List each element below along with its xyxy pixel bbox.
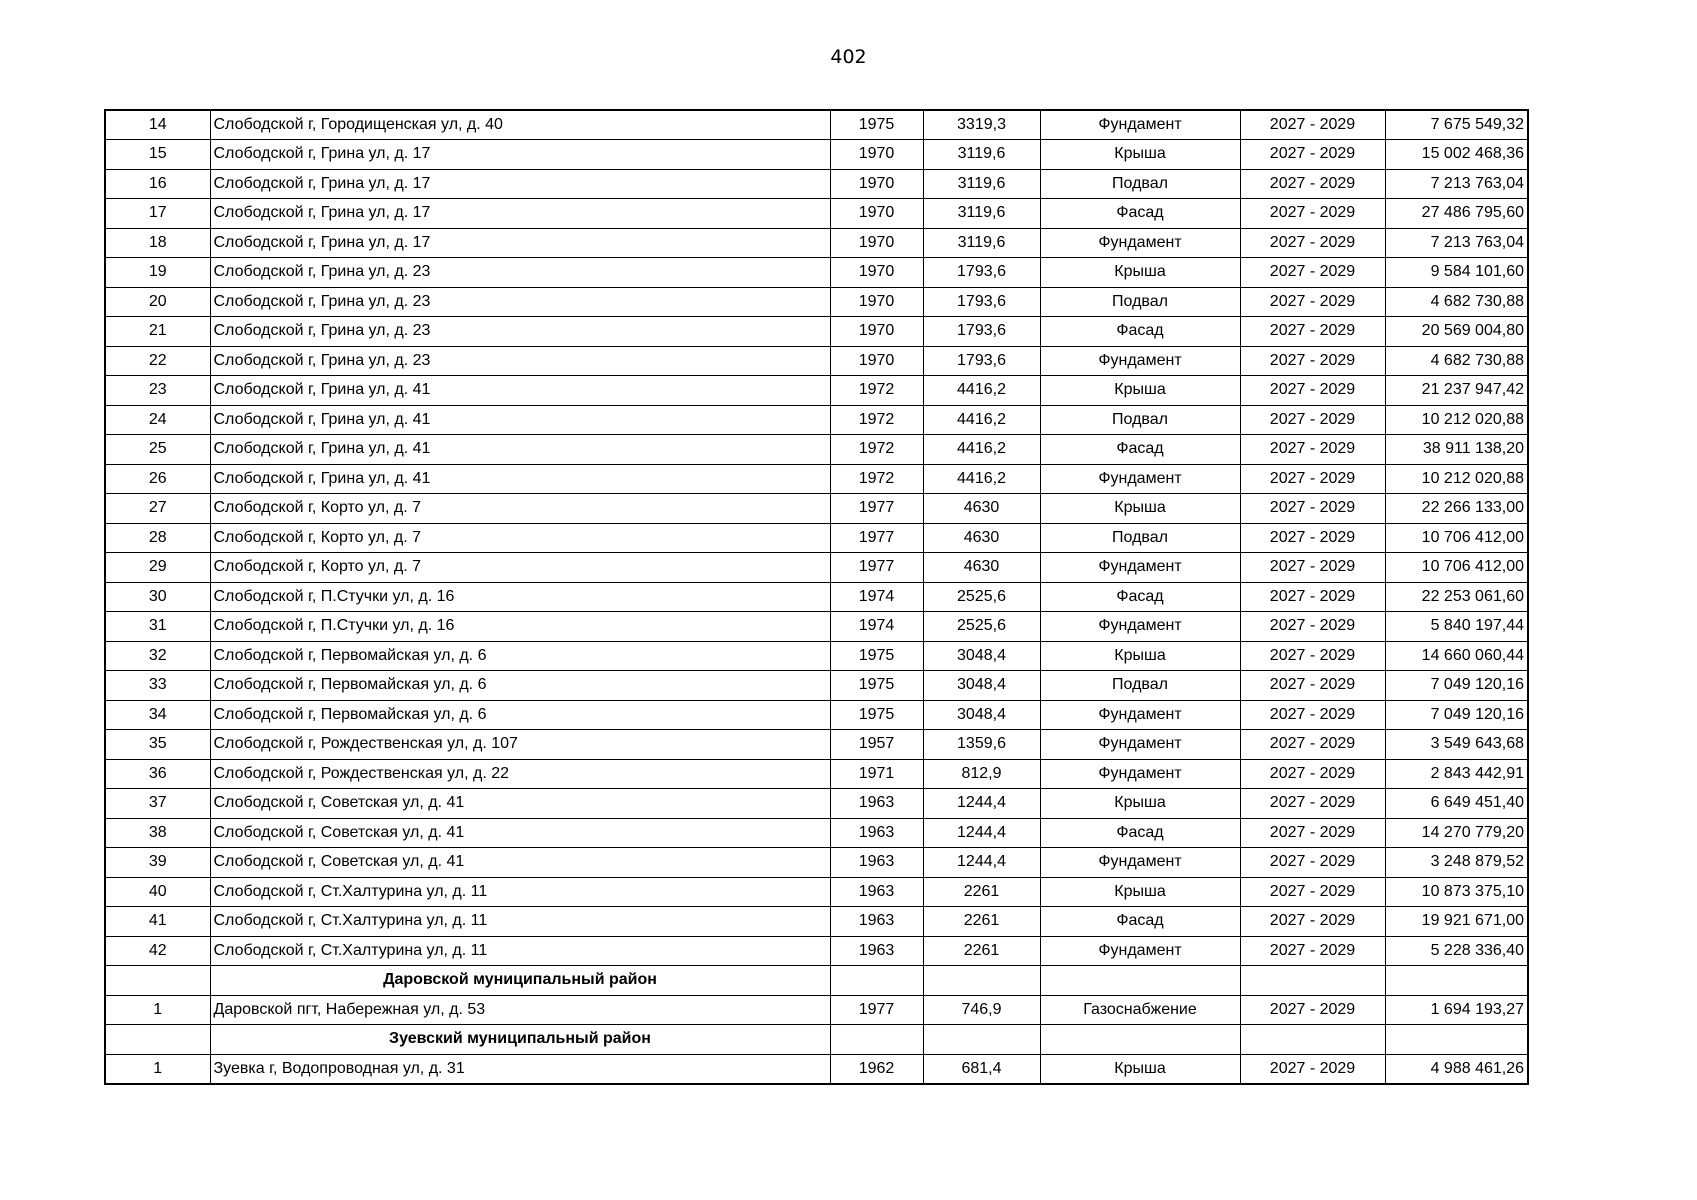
- table-row: [105, 258, 1528, 288]
- work-type-cell: Фасад: [1040, 907, 1240, 937]
- address-cell: Слободской г, Первомайская ул, д. 6: [210, 700, 830, 730]
- year-built-cell: 1963: [830, 789, 923, 819]
- area-cell: 1359,6: [923, 730, 1040, 760]
- table-row: [105, 523, 1528, 553]
- work-type-cell: Фундамент: [1040, 228, 1240, 258]
- table-row: [105, 140, 1528, 170]
- work-type-cell: Фасад: [1040, 582, 1240, 612]
- area-cell: 2525,6: [923, 612, 1040, 642]
- address-cell: Слободской г, Рождественская ул, д. 107: [210, 730, 830, 760]
- table-row: [105, 671, 1528, 701]
- work-type-cell: Крыша: [1040, 258, 1240, 288]
- section-title: Зуевский муниципальный район: [210, 1025, 830, 1055]
- cost-cell: 14 660 060,44: [1385, 641, 1528, 671]
- work-type-cell: Фундамент: [1040, 848, 1240, 878]
- row-number: 23: [105, 376, 210, 406]
- work-type-cell: Подвал: [1040, 405, 1240, 435]
- row-number: 27: [105, 494, 210, 524]
- period-cell: 2027 - 2029: [1240, 346, 1385, 376]
- period-cell: 2027 - 2029: [1240, 199, 1385, 229]
- year-built-cell: 1963: [830, 907, 923, 937]
- work-type-cell: Фасад: [1040, 317, 1240, 347]
- table-row: [105, 405, 1528, 435]
- year-built-cell: 1974: [830, 582, 923, 612]
- period-cell: 2027 - 2029: [1240, 818, 1385, 848]
- work-type-cell: Крыша: [1040, 140, 1240, 170]
- year-built-cell: 1974: [830, 612, 923, 642]
- area-cell: 1793,6: [923, 346, 1040, 376]
- cost-cell: 7 213 763,04: [1385, 169, 1528, 199]
- work-type-cell: Фундамент: [1040, 612, 1240, 642]
- period-cell: 2027 - 2029: [1240, 612, 1385, 642]
- row-number: 1: [105, 1054, 210, 1084]
- period-cell: 2027 - 2029: [1240, 464, 1385, 494]
- address-cell: Слободской г, Первомайская ул, д. 6: [210, 671, 830, 701]
- work-type-cell: Фундамент: [1040, 346, 1240, 376]
- table-row: [105, 641, 1528, 671]
- work-type-cell: Газоснабжение: [1040, 995, 1240, 1025]
- period-cell: 2027 - 2029: [1240, 877, 1385, 907]
- year-built-cell: 1975: [830, 110, 923, 140]
- row-number: 21: [105, 317, 210, 347]
- table-row: [105, 1054, 1528, 1084]
- year-built-cell: 1963: [830, 848, 923, 878]
- cost-cell: 22 253 061,60: [1385, 582, 1528, 612]
- address-cell: Слободской г, Советская ул, д. 41: [210, 789, 830, 819]
- address-cell: Слободской г, Советская ул, д. 41: [210, 848, 830, 878]
- area-cell: 3319,3: [923, 110, 1040, 140]
- address-cell: Слободской г, Ст.Халтурина ул, д. 11: [210, 907, 830, 937]
- area-cell: 4416,2: [923, 405, 1040, 435]
- table-row: [105, 877, 1528, 907]
- work-type-cell: Фундамент: [1040, 936, 1240, 966]
- empty-cell: [1040, 966, 1240, 996]
- period-cell: 2027 - 2029: [1240, 317, 1385, 347]
- address-cell: Слободской г, Корто ул, д. 7: [210, 553, 830, 583]
- area-cell: 3048,4: [923, 671, 1040, 701]
- address-cell: Даровской пгт, Набережная ул, д. 53: [210, 995, 830, 1025]
- area-cell: 1244,4: [923, 848, 1040, 878]
- area-cell: 4416,2: [923, 435, 1040, 465]
- cost-cell: 10 706 412,00: [1385, 553, 1528, 583]
- area-cell: 1793,6: [923, 317, 1040, 347]
- year-built-cell: 1977: [830, 553, 923, 583]
- table-row: [105, 818, 1528, 848]
- address-cell: Слободской г, Грина ул, д. 17: [210, 140, 830, 170]
- address-cell: Слободской г, Грина ул, д. 23: [210, 317, 830, 347]
- year-built-cell: 1970: [830, 169, 923, 199]
- area-cell: 4416,2: [923, 464, 1040, 494]
- table-row: [105, 730, 1528, 760]
- address-cell: Слободской г, Первомайская ул, д. 6: [210, 641, 830, 671]
- year-built-cell: 1970: [830, 258, 923, 288]
- row-number: 34: [105, 700, 210, 730]
- row-number: 41: [105, 907, 210, 937]
- table-row: [105, 346, 1528, 376]
- cost-cell: 10 212 020,88: [1385, 464, 1528, 494]
- cost-cell: 14 270 779,20: [1385, 818, 1528, 848]
- cost-cell: 9 584 101,60: [1385, 258, 1528, 288]
- cost-cell: 4 988 461,26: [1385, 1054, 1528, 1084]
- year-built-cell: 1963: [830, 936, 923, 966]
- address-cell: Слободской г, Грина ул, д. 41: [210, 464, 830, 494]
- table-row: [105, 494, 1528, 524]
- area-cell: 4630: [923, 553, 1040, 583]
- area-cell: 812,9: [923, 759, 1040, 789]
- empty-cell: [1040, 1025, 1240, 1055]
- cost-cell: 10 706 412,00: [1385, 523, 1528, 553]
- row-number: 40: [105, 877, 210, 907]
- cost-cell: 7 049 120,16: [1385, 671, 1528, 701]
- work-type-cell: Фундамент: [1040, 730, 1240, 760]
- section-title: Даровской муниципальный район: [210, 966, 830, 996]
- period-cell: 2027 - 2029: [1240, 907, 1385, 937]
- cost-cell: 4 682 730,88: [1385, 346, 1528, 376]
- table-row: [105, 287, 1528, 317]
- area-cell: 1244,4: [923, 789, 1040, 819]
- address-cell: Слободской г, Грина ул, д. 41: [210, 376, 830, 406]
- year-built-cell: 1977: [830, 995, 923, 1025]
- address-cell: Слободской г, П.Стучки ул, д. 16: [210, 582, 830, 612]
- work-type-cell: Фундамент: [1040, 110, 1240, 140]
- period-cell: 2027 - 2029: [1240, 287, 1385, 317]
- address-cell: Слободской г, Грина ул, д. 17: [210, 169, 830, 199]
- year-built-cell: 1957: [830, 730, 923, 760]
- work-type-cell: Подвал: [1040, 671, 1240, 701]
- row-number: 37: [105, 789, 210, 819]
- page-number: 402: [830, 46, 867, 68]
- period-cell: 2027 - 2029: [1240, 494, 1385, 524]
- cost-cell: 19 921 671,00: [1385, 907, 1528, 937]
- row-number: 24: [105, 405, 210, 435]
- period-cell: 2027 - 2029: [1240, 995, 1385, 1025]
- address-cell: Слободской г, Корто ул, д. 7: [210, 494, 830, 524]
- cost-cell: 27 486 795,60: [1385, 199, 1528, 229]
- area-cell: 746,9: [923, 995, 1040, 1025]
- row-number: 14: [105, 110, 210, 140]
- area-cell: 1793,6: [923, 287, 1040, 317]
- table-row: [105, 789, 1528, 819]
- table-row: [105, 700, 1528, 730]
- work-type-cell: Фундамент: [1040, 700, 1240, 730]
- row-number: 32: [105, 641, 210, 671]
- period-cell: 2027 - 2029: [1240, 936, 1385, 966]
- table-row: [105, 464, 1528, 494]
- period-cell: 2027 - 2029: [1240, 789, 1385, 819]
- address-cell: Слободской г, Грина ул, д. 17: [210, 199, 830, 229]
- empty-cell: [1240, 966, 1385, 996]
- table-row: [105, 169, 1528, 199]
- empty-cell: [830, 966, 923, 996]
- empty-cell: [105, 966, 210, 996]
- cost-cell: 38 911 138,20: [1385, 435, 1528, 465]
- period-cell: 2027 - 2029: [1240, 553, 1385, 583]
- table-row: [105, 995, 1528, 1025]
- cost-cell: 4 682 730,88: [1385, 287, 1528, 317]
- row-number: 15: [105, 140, 210, 170]
- period-cell: 2027 - 2029: [1240, 405, 1385, 435]
- year-built-cell: 1970: [830, 317, 923, 347]
- table-row: [105, 612, 1528, 642]
- work-type-cell: Фасад: [1040, 435, 1240, 465]
- area-cell: 3119,6: [923, 140, 1040, 170]
- address-cell: Слободской г, Грина ул, д. 41: [210, 405, 830, 435]
- period-cell: 2027 - 2029: [1240, 641, 1385, 671]
- cost-cell: 20 569 004,80: [1385, 317, 1528, 347]
- year-built-cell: 1970: [830, 287, 923, 317]
- work-type-cell: Подвал: [1040, 169, 1240, 199]
- table-row: [105, 848, 1528, 878]
- period-cell: 2027 - 2029: [1240, 700, 1385, 730]
- section-header-row: [105, 966, 1528, 996]
- cost-cell: 5 228 336,40: [1385, 936, 1528, 966]
- cost-cell: 10 212 020,88: [1385, 405, 1528, 435]
- area-cell: 3119,6: [923, 199, 1040, 229]
- row-number: 36: [105, 759, 210, 789]
- row-number: 42: [105, 936, 210, 966]
- row-number: 33: [105, 671, 210, 701]
- row-number: 35: [105, 730, 210, 760]
- area-cell: 3048,4: [923, 641, 1040, 671]
- table-row: [105, 759, 1528, 789]
- area-cell: 2261: [923, 877, 1040, 907]
- table-body: [105, 110, 1528, 1084]
- period-cell: 2027 - 2029: [1240, 376, 1385, 406]
- area-cell: 681,4: [923, 1054, 1040, 1084]
- address-cell: Слободской г, Грина ул, д. 17: [210, 228, 830, 258]
- year-built-cell: 1977: [830, 494, 923, 524]
- table-row: [105, 228, 1528, 258]
- table-row: [105, 907, 1528, 937]
- empty-cell: [830, 1025, 923, 1055]
- cost-cell: 15 002 468,36: [1385, 140, 1528, 170]
- area-cell: 3119,6: [923, 228, 1040, 258]
- row-number: 39: [105, 848, 210, 878]
- cost-cell: 2 843 442,91: [1385, 759, 1528, 789]
- row-number: 18: [105, 228, 210, 258]
- work-type-cell: Подвал: [1040, 523, 1240, 553]
- area-cell: 3048,4: [923, 700, 1040, 730]
- period-cell: 2027 - 2029: [1240, 759, 1385, 789]
- work-type-cell: Крыша: [1040, 494, 1240, 524]
- year-built-cell: 1970: [830, 140, 923, 170]
- cost-cell: 5 840 197,44: [1385, 612, 1528, 642]
- period-cell: 2027 - 2029: [1240, 671, 1385, 701]
- row-number: 30: [105, 582, 210, 612]
- row-number: 31: [105, 612, 210, 642]
- year-built-cell: 1970: [830, 228, 923, 258]
- address-cell: Слободской г, Грина ул, д. 23: [210, 287, 830, 317]
- address-cell: Зуевка г, Водопроводная ул, д. 31: [210, 1054, 830, 1084]
- address-cell: Слободской г, Корто ул, д. 7: [210, 523, 830, 553]
- empty-cell: [923, 966, 1040, 996]
- row-number: 20: [105, 287, 210, 317]
- period-cell: 2027 - 2029: [1240, 169, 1385, 199]
- cost-cell: 6 649 451,40: [1385, 789, 1528, 819]
- address-cell: Слободской г, Рождественская ул, д. 22: [210, 759, 830, 789]
- year-built-cell: 1975: [830, 641, 923, 671]
- area-cell: 4630: [923, 523, 1040, 553]
- year-built-cell: 1972: [830, 376, 923, 406]
- table-row: [105, 317, 1528, 347]
- period-cell: 2027 - 2029: [1240, 140, 1385, 170]
- period-cell: 2027 - 2029: [1240, 228, 1385, 258]
- table-row: [105, 936, 1528, 966]
- cost-cell: 22 266 133,00: [1385, 494, 1528, 524]
- table-row: [105, 199, 1528, 229]
- row-number: 26: [105, 464, 210, 494]
- year-built-cell: 1963: [830, 877, 923, 907]
- period-cell: 2027 - 2029: [1240, 523, 1385, 553]
- year-built-cell: 1962: [830, 1054, 923, 1084]
- address-cell: Слободской г, Ст.Халтурина ул, д. 11: [210, 936, 830, 966]
- period-cell: 2027 - 2029: [1240, 110, 1385, 140]
- address-cell: Слободской г, Советская ул, д. 41: [210, 818, 830, 848]
- year-built-cell: 1970: [830, 199, 923, 229]
- row-number: 28: [105, 523, 210, 553]
- work-type-cell: Подвал: [1040, 287, 1240, 317]
- area-cell: 2261: [923, 907, 1040, 937]
- period-cell: 2027 - 2029: [1240, 582, 1385, 612]
- table-row: [105, 376, 1528, 406]
- work-type-cell: Крыша: [1040, 877, 1240, 907]
- row-number: 38: [105, 818, 210, 848]
- area-cell: 4630: [923, 494, 1040, 524]
- address-cell: Слободской г, Ст.Халтурина ул, д. 11: [210, 877, 830, 907]
- work-type-cell: Крыша: [1040, 376, 1240, 406]
- table-row: [105, 582, 1528, 612]
- area-cell: 3119,6: [923, 169, 1040, 199]
- year-built-cell: 1971: [830, 759, 923, 789]
- address-cell: Слободской г, Городищенская ул, д. 40: [210, 110, 830, 140]
- address-cell: Слободской г, П.Стучки ул, д. 16: [210, 612, 830, 642]
- year-built-cell: 1972: [830, 464, 923, 494]
- work-type-cell: Крыша: [1040, 641, 1240, 671]
- empty-cell: [1385, 1025, 1528, 1055]
- period-cell: 2027 - 2029: [1240, 848, 1385, 878]
- repair-schedule-table: [104, 109, 1529, 1085]
- empty-cell: [1385, 966, 1528, 996]
- address-cell: Слободской г, Грина ул, д. 23: [210, 258, 830, 288]
- cost-cell: 7 675 549,32: [1385, 110, 1528, 140]
- period-cell: 2027 - 2029: [1240, 1054, 1385, 1084]
- table-row: [105, 110, 1528, 140]
- period-cell: 2027 - 2029: [1240, 435, 1385, 465]
- row-number: 22: [105, 346, 210, 376]
- address-cell: Слободской г, Грина ул, д. 41: [210, 435, 830, 465]
- work-type-cell: Фундамент: [1040, 759, 1240, 789]
- work-type-cell: Фасад: [1040, 199, 1240, 229]
- empty-cell: [105, 1025, 210, 1055]
- area-cell: 2525,6: [923, 582, 1040, 612]
- period-cell: 2027 - 2029: [1240, 730, 1385, 760]
- cost-cell: 10 873 375,10: [1385, 877, 1528, 907]
- area-cell: 4416,2: [923, 376, 1040, 406]
- work-type-cell: Крыша: [1040, 789, 1240, 819]
- table-row: [105, 435, 1528, 465]
- year-built-cell: 1977: [830, 523, 923, 553]
- cost-cell: 1 694 193,27: [1385, 995, 1528, 1025]
- period-cell: 2027 - 2029: [1240, 258, 1385, 288]
- cost-cell: 7 213 763,04: [1385, 228, 1528, 258]
- row-number: 17: [105, 199, 210, 229]
- area-cell: 1793,6: [923, 258, 1040, 288]
- row-number: 29: [105, 553, 210, 583]
- row-number: 1: [105, 995, 210, 1025]
- cost-cell: 7 049 120,16: [1385, 700, 1528, 730]
- year-built-cell: 1975: [830, 671, 923, 701]
- area-cell: 2261: [923, 936, 1040, 966]
- area-cell: 1244,4: [923, 818, 1040, 848]
- row-number: 25: [105, 435, 210, 465]
- year-built-cell: 1972: [830, 405, 923, 435]
- section-header-row: [105, 1025, 1528, 1055]
- work-type-cell: Фундамент: [1040, 464, 1240, 494]
- empty-cell: [923, 1025, 1040, 1055]
- work-type-cell: Крыша: [1040, 1054, 1240, 1084]
- year-built-cell: 1963: [830, 818, 923, 848]
- year-built-cell: 1975: [830, 700, 923, 730]
- empty-cell: [1240, 1025, 1385, 1055]
- year-built-cell: 1970: [830, 346, 923, 376]
- address-cell: Слободской г, Грина ул, д. 23: [210, 346, 830, 376]
- table-row: [105, 553, 1528, 583]
- cost-cell: 3 248 879,52: [1385, 848, 1528, 878]
- work-type-cell: Фасад: [1040, 818, 1240, 848]
- cost-cell: 3 549 643,68: [1385, 730, 1528, 760]
- cost-cell: 21 237 947,42: [1385, 376, 1528, 406]
- year-built-cell: 1972: [830, 435, 923, 465]
- row-number: 19: [105, 258, 210, 288]
- row-number: 16: [105, 169, 210, 199]
- work-type-cell: Фундамент: [1040, 553, 1240, 583]
